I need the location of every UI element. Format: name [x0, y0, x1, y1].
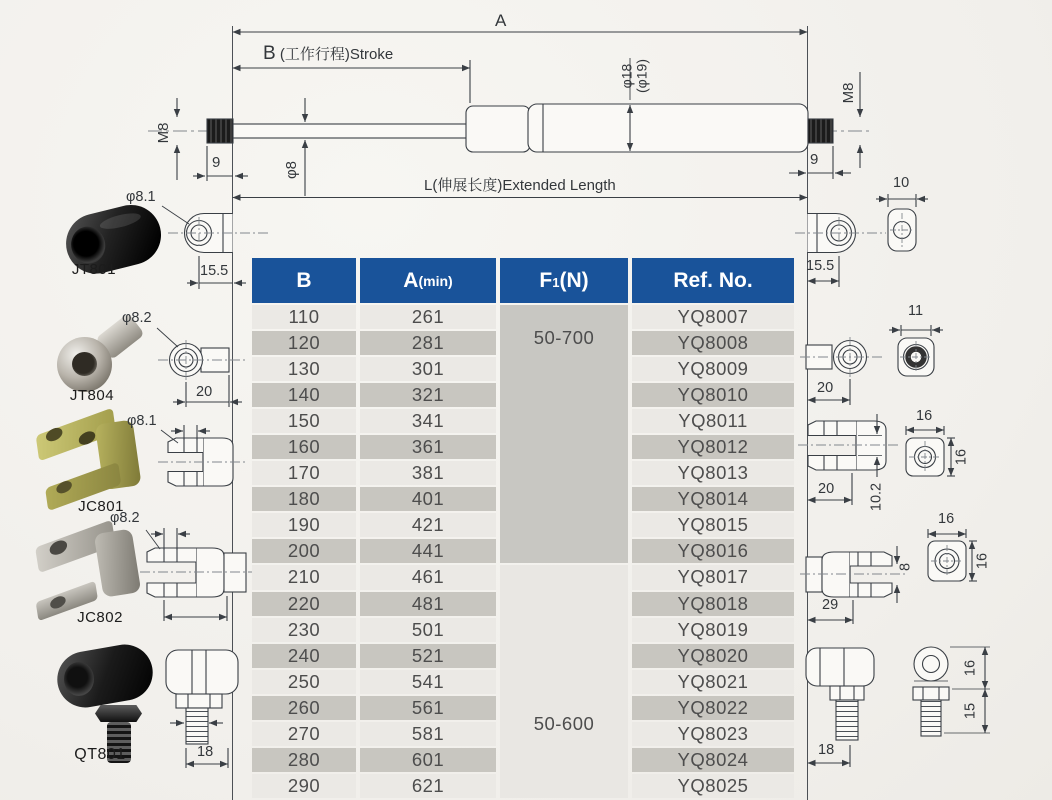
col-ref-value: YQ8011 — [632, 409, 794, 433]
dim-label-right-eyelet-155: 15.5 — [806, 258, 835, 274]
header-ref-no: Ref. No. — [632, 258, 794, 303]
col-b-value: 280 — [252, 748, 356, 772]
col-ref-value: YQ8014 — [632, 487, 794, 511]
force-range-cell: 50-700 — [500, 305, 628, 563]
col-a-value: 401 — [360, 487, 496, 511]
col-a-value: 521 — [360, 644, 496, 668]
qt801-end-face — [64, 662, 94, 696]
qt801-hex-nut — [95, 705, 142, 722]
dim-b-rest: (工作行程)Stroke — [275, 46, 394, 63]
jt804-part-label: JT804 — [69, 387, 115, 404]
dim-label-9-left: 9 — [212, 154, 221, 171]
dim-label-jt801-hole: φ8.1 — [126, 189, 156, 205]
left-thread — [207, 119, 233, 143]
col-a-value: 581 — [360, 722, 496, 746]
dim-label-extended-length: L(伸展长度)Extended Length — [424, 177, 616, 194]
dim-label-jc801-hole: φ8.1 — [127, 413, 157, 429]
col-ref-value: YQ8015 — [632, 513, 794, 537]
col-b-value: 160 — [252, 435, 356, 459]
col-a-value: 561 — [360, 696, 496, 720]
header-a-base: A — [403, 268, 419, 292]
col-b-value: 230 — [252, 618, 356, 642]
col-a-value: 481 — [360, 592, 496, 616]
piston-rod — [233, 124, 468, 138]
col-ref-value: YQ8022 — [632, 696, 794, 720]
header-f-rest: (N) — [559, 268, 589, 292]
dim-label-m8-right: M8 — [840, 82, 858, 104]
collar — [466, 106, 530, 152]
col-a-value: 601 — [360, 748, 496, 772]
col-b-value: 200 — [252, 539, 356, 563]
header-a-min — [360, 258, 496, 303]
col-b-value: 290 — [252, 774, 356, 798]
col-b-value: 130 — [252, 357, 356, 381]
col-a-value: 301 — [360, 357, 496, 381]
dim-label-balljoint-16: 16 — [962, 659, 979, 677]
col-b-value: 260 — [252, 696, 356, 720]
dim-b-letter: B — [263, 43, 276, 64]
dim-label-clevis1-w: 16 — [916, 408, 933, 424]
col-a-value: 421 — [360, 513, 496, 537]
col-a-value: 461 — [360, 565, 496, 589]
col-b-value: 150 — [252, 409, 356, 433]
col-ref-value: YQ8019 — [632, 618, 794, 642]
col-ref-value: YQ8016 — [632, 539, 794, 563]
dim-label-right-eyelet-10: 10 — [893, 175, 910, 191]
col-a-value: 621 — [360, 774, 496, 798]
col-a-value: 501 — [360, 618, 496, 642]
jc802-body — [94, 529, 142, 598]
dim-label-clevis1-slot: 10.2 — [868, 482, 885, 512]
header-a-sub: (min) — [418, 272, 453, 289]
col-ref-value: YQ8020 — [632, 644, 794, 668]
jt801-part-label: JT801 — [71, 261, 117, 278]
col-ref-value: YQ8017 — [632, 565, 794, 589]
dim-label-clevis1-20: 20 — [818, 481, 835, 497]
col-ref-value: YQ8013 — [632, 461, 794, 485]
col-ref-value: YQ8018 — [632, 592, 794, 616]
dim-label-clevis2-slot: 8 — [897, 562, 914, 572]
right-thread — [808, 119, 833, 143]
header-b: B — [252, 258, 356, 303]
jc802-part-label: JC802 — [77, 609, 123, 626]
col-ref-value: YQ8021 — [632, 670, 794, 694]
col-a-value: 281 — [360, 331, 496, 355]
dim-label-rod-dia: φ8 — [283, 160, 301, 180]
force-range-cell: 50-600 — [500, 565, 628, 797]
header-f-sub: 1 — [552, 275, 560, 290]
col-b-value: 170 — [252, 461, 356, 485]
col-a-value: 441 — [360, 539, 496, 563]
header-f-base: F — [539, 268, 553, 292]
qt801-part-label: QT801 — [74, 746, 126, 763]
col-b-value: 180 — [252, 487, 356, 511]
col-b-value: 240 — [252, 644, 356, 668]
col-a-value: 381 — [360, 461, 496, 485]
dim-label-jt804-20: 20 — [196, 384, 213, 400]
dim-label-clevis2-h: 16 — [974, 552, 991, 570]
tube-dia-primary: φ18 — [618, 63, 635, 89]
col-ref-value: YQ8024 — [632, 748, 794, 772]
col-ref-value: YQ8009 — [632, 357, 794, 381]
col-a-value: 341 — [360, 409, 496, 433]
col-b-value: 140 — [252, 383, 356, 407]
dim-label-b-stroke — [263, 44, 393, 64]
dim-label-a: A — [495, 11, 507, 30]
col-b-value: 210 — [252, 565, 356, 589]
col-ref-value: YQ8025 — [632, 774, 794, 798]
col-ref-value: YQ8008 — [632, 331, 794, 355]
cylinder-tube — [528, 104, 808, 152]
col-ref-value: YQ8012 — [632, 435, 794, 459]
dim-label-balljoint-18: 18 — [818, 742, 835, 758]
dim-label-right-ball-20: 20 — [817, 380, 834, 396]
col-a-value: 261 — [360, 305, 496, 329]
dim-label-m8-left: M8 — [155, 122, 173, 144]
col-b-value: 220 — [252, 592, 356, 616]
dim-label-balljoint-15: 15 — [962, 702, 979, 720]
col-ref-value: YQ8007 — [632, 305, 794, 329]
dim-label-jt801-155: 15.5 — [200, 263, 229, 279]
dim-label-tube-dia — [619, 59, 648, 93]
col-ref-value: YQ8023 — [632, 722, 794, 746]
jt804-socket-hole — [72, 352, 97, 376]
col-a-value: 541 — [360, 670, 496, 694]
col-b-value: 250 — [252, 670, 356, 694]
col-a-value: 321 — [360, 383, 496, 407]
jc801-part-label: JC801 — [78, 498, 124, 515]
dim-label-jt804-hole: φ8.2 — [122, 310, 152, 326]
spec-table — [252, 258, 794, 798]
col-ref-value: YQ8010 — [632, 383, 794, 407]
dim-label-jc802-hole: φ8.2 — [110, 510, 140, 526]
tube-dia-alt: (φ19) — [633, 59, 649, 93]
header-f1n — [500, 258, 628, 303]
dim-label-right-ball-11: 11 — [908, 303, 924, 319]
dim-label-clevis2-29: 29 — [822, 597, 839, 613]
dim-label-qt801-18: 18 — [197, 744, 214, 760]
col-b-value: 120 — [252, 331, 356, 355]
col-b-value: 190 — [252, 513, 356, 537]
col-a-value: 361 — [360, 435, 496, 459]
dim-label-clevis1-h: 16 — [953, 448, 970, 466]
col-b-value: 110 — [252, 305, 356, 329]
dim-label-clevis2-w: 16 — [938, 511, 955, 527]
dim-label-9-right: 9 — [810, 151, 819, 168]
col-b-value: 270 — [252, 722, 356, 746]
